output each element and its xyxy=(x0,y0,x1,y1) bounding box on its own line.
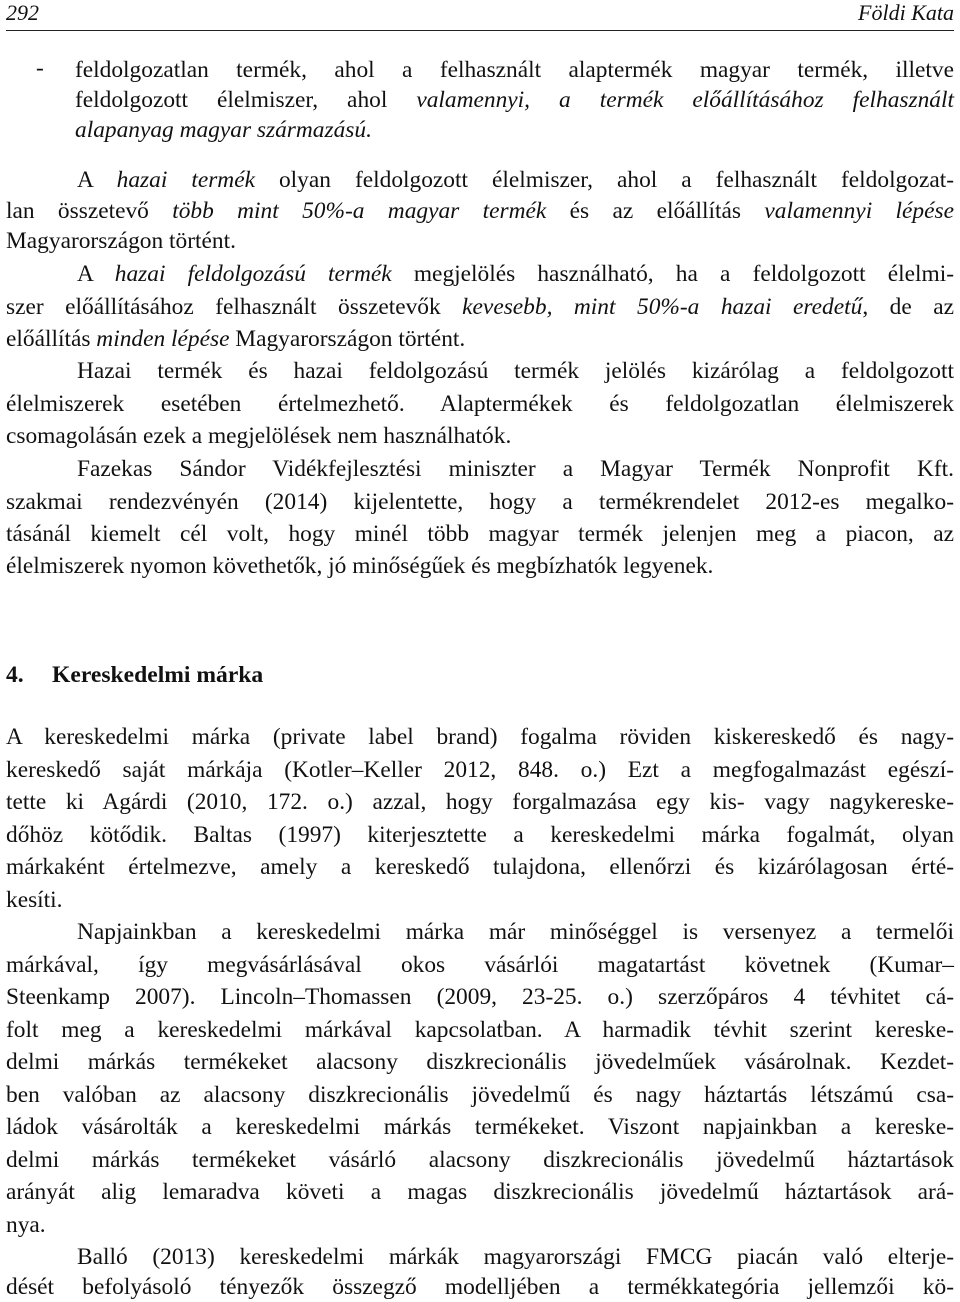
text-line: ládok vásárolták a kereskedelmi márkás termékeket. Viszont napjainkban a kereske- xyxy=(6,1114,954,1140)
section-number: 4. xyxy=(6,662,24,688)
text-line: élelmiszerek nyomon követhetők, jó minőségűek és megbízhatók legyenek. xyxy=(6,553,714,579)
list-item-line: feldolgozott élelmiszer, ahol valamennyi, a termék előállításához felhasznált xyxy=(75,87,954,113)
text-line: kesíti. xyxy=(6,887,63,913)
text-line: A kereskedelmi márka (private label brand) fogalma röviden kiskereskedő és nagy- xyxy=(6,724,954,750)
text-line: delmi márkás termékeket alacsony diszkrecionális jövedelműek vásárolnak. Kezdet- xyxy=(6,1049,954,1075)
text-line: Napjainkban a kereskedelmi márka már minőséggel is versenyez a termelői xyxy=(77,919,954,945)
list-item-line: alapanyag magyar származású. xyxy=(75,117,372,143)
text-line: szakmai rendezvényén (2014) kijelentette, hogy a termékrendelet 2012-es megalko- xyxy=(6,489,954,515)
text-line: ben valóban az alacsony diszkrecionális jövedelmű és nagy háztartás létszámú csa- xyxy=(6,1082,954,1108)
text-line: A hazai termék olyan feldolgozott élelmiszer, ahol a felhasznált feldolgozat- xyxy=(77,167,955,193)
text-line: szer előállításához felhasznált összetevők kevesebb, mint 50%-a hazai eredetű, de az xyxy=(6,294,954,320)
text-line: márkával, így megvásárlásával okos vásárlói magatartást követnek (Kumar– xyxy=(6,952,954,978)
list-item-line: feldolgozatlan termék, ahol a felhasznált alaptermék magyar termék, illetve xyxy=(75,57,954,83)
section-heading xyxy=(6,658,263,692)
running-header xyxy=(6,0,954,31)
text-line: folt meg a kereskedelmi márkával kapcsolatban. A harmadik tévhit szerint kereske- xyxy=(6,1017,954,1043)
text-line: delmi márkás termékeket vásárló alacsony diszkrecionális jövedelmű háztartások xyxy=(6,1147,954,1173)
text-line: tette ki Agárdi (2010, 172. o.) azzal, hogy forgalmazása egy kis- vagy nagykereske- xyxy=(6,789,954,815)
text-line: lan összetevő több mint 50%-a magyar termék és az előállítás valamennyi lépése xyxy=(6,198,954,224)
section-title: Kereskedelmi márka xyxy=(52,662,264,688)
text-line: Fazekas Sándor Vidékfejlesztési miniszter a Magyar Termék Nonprofit Kft. xyxy=(77,456,954,482)
text-line: élelmiszerek esetében értelmezhető. Alaptermékek és feldolgozatlan élelmiszerek xyxy=(6,391,954,417)
text-line: arányát alig lemaradva követi a magas diszkrecionális jövedelmű háztartások ará- xyxy=(6,1179,954,1205)
text-line: kereskedő saját márkája (Kotler–Keller 2012, 848. o.) Ezt a megfogalmazást egészí- xyxy=(6,757,954,783)
text-line: Balló (2013) kereskedelmi márkák magyarországi FMCG piacán való elterje- xyxy=(77,1244,954,1270)
text-line: tásánál kiemelt cél volt, hogy minél több magyar termék jelenjen meg a piacon, az xyxy=(6,521,954,547)
running-author: Földi Kata xyxy=(858,0,954,25)
text-line: nya. xyxy=(6,1212,46,1238)
text-line: dőhöz kötődik. Baltas (1997) kiterjesztette a kereskedelmi márka fogalmát, olyan xyxy=(6,822,954,848)
text-line: csomagolásán ezek a megjelölések nem használhatók. xyxy=(6,423,512,449)
text-line: előállítás minden lépése Magyarországon történt. xyxy=(6,326,466,352)
page-number: 292 xyxy=(6,0,39,25)
text-line: Hazai termék és hazai feldolgozású termék jelölés kizárólag a feldolgozott xyxy=(77,358,954,384)
text-line: dését befolyásoló tényezők összegző modelljében a termékkategória jellemzői kö- xyxy=(6,1274,954,1300)
list-dash: - xyxy=(36,55,44,81)
text-line: A hazai feldolgozású termék megjelölés használható, ha a feldolgozott élelmi- xyxy=(77,261,955,287)
text-line: Steenkamp 2007). Lincoln–Thomassen (2009, 23-25. o.) szerzőpáros 4 tévhitet cá- xyxy=(6,984,954,1010)
text-line: Magyarországon történt. xyxy=(6,228,236,254)
text-line: márkaként értelmezve, amely a kereskedő tulajdona, ellenőrzi és kizárólagosan érté- xyxy=(6,854,954,880)
